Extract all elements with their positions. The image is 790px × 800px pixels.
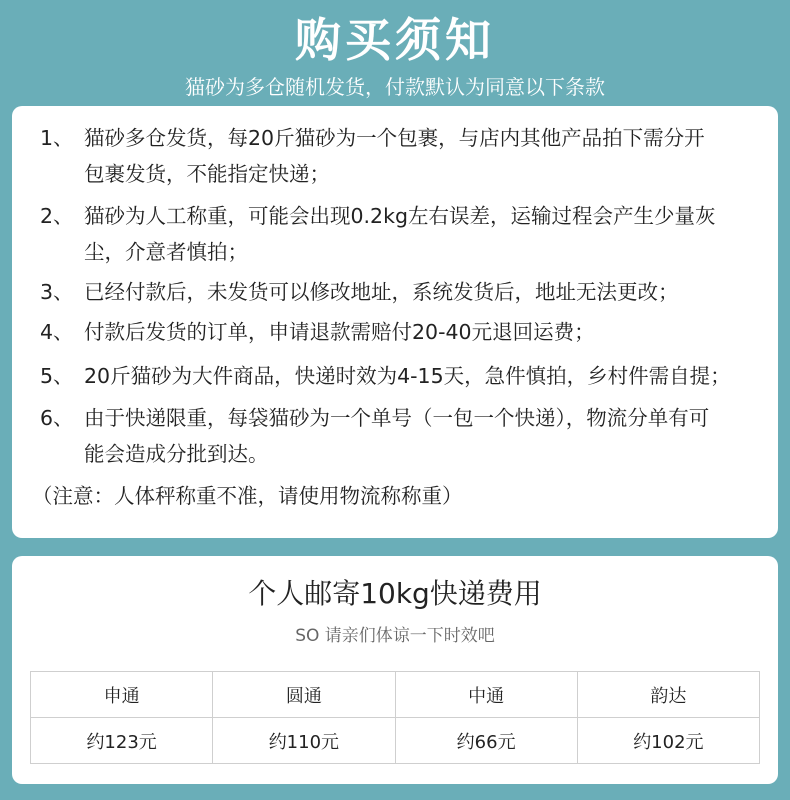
- carrier-cell: 申通: [31, 672, 213, 718]
- price-cell: 约123元: [31, 718, 213, 764]
- rule-line: 付款后发货的订单，申请退款需赔付20-40元退回运费；: [84, 320, 595, 344]
- rule-line: 20斤猫砂为大件商品，快递时效为4-15天，急件慎拍，乡村件需自提；: [84, 364, 731, 388]
- price-cell: 约110元: [213, 718, 395, 764]
- rule-item-3: [40, 274, 770, 310]
- rule-line: 包裹发货，不能指定快递；: [84, 162, 330, 186]
- carrier-cell: 韵达: [577, 672, 759, 718]
- rule-item-2: [40, 198, 770, 270]
- rule-line: 猫砂多仓发货，每20斤猫砂为一个包裹，与店内其他产品拍下需分开: [84, 126, 705, 150]
- page-title: 购买须知: [295, 13, 495, 67]
- rule-number: 3、: [40, 280, 74, 304]
- carrier-cell: 中通: [395, 672, 577, 718]
- page-subtitle: 猫砂为多仓随机发货，付款默认为同意以下条款: [185, 75, 605, 99]
- rule-number: 2、: [40, 204, 74, 228]
- rule-line: 能会造成分批到达。: [84, 442, 269, 466]
- fee-table: [30, 671, 760, 764]
- rule-line: 猫砂为人工称重，可能会出现0.2kg左右误差，运输过程会产生少量灰: [84, 204, 716, 228]
- price-cell: 约102元: [577, 718, 759, 764]
- shipping-fee-card: [12, 556, 778, 784]
- rule-item-5: [40, 358, 770, 394]
- rule-item-4: [40, 314, 770, 350]
- fee-title: 个人邮寄10kg快递费用: [248, 577, 542, 610]
- table-header-row: [31, 672, 760, 718]
- header: [0, 0, 790, 104]
- rule-number: 1、: [40, 126, 74, 150]
- rule-item-1: [40, 120, 770, 192]
- rule-number: 5、: [40, 364, 74, 388]
- rule-number: 4、: [40, 320, 74, 344]
- rule-number: 6、: [40, 406, 74, 430]
- fee-subtitle: SO 请亲们体谅一下时效吧: [295, 626, 495, 646]
- carrier-cell: 圆通: [213, 672, 395, 718]
- rule-item-6: [40, 400, 770, 472]
- rule-line: 已经付款后，未发货可以修改地址，系统发货后，地址无法更改；: [84, 280, 679, 304]
- rule-line: 尘，介意者慎拍；: [84, 240, 248, 264]
- price-cell: 约66元: [395, 718, 577, 764]
- table-row: [31, 718, 760, 764]
- rules-card: [12, 106, 778, 538]
- weighing-note: （注意：人体秤称重不准，请使用物流称称重）: [32, 484, 463, 508]
- rule-line: 由于快递限重，每袋猫砂为一个单号（一包一个快递），物流分单有可: [84, 406, 710, 430]
